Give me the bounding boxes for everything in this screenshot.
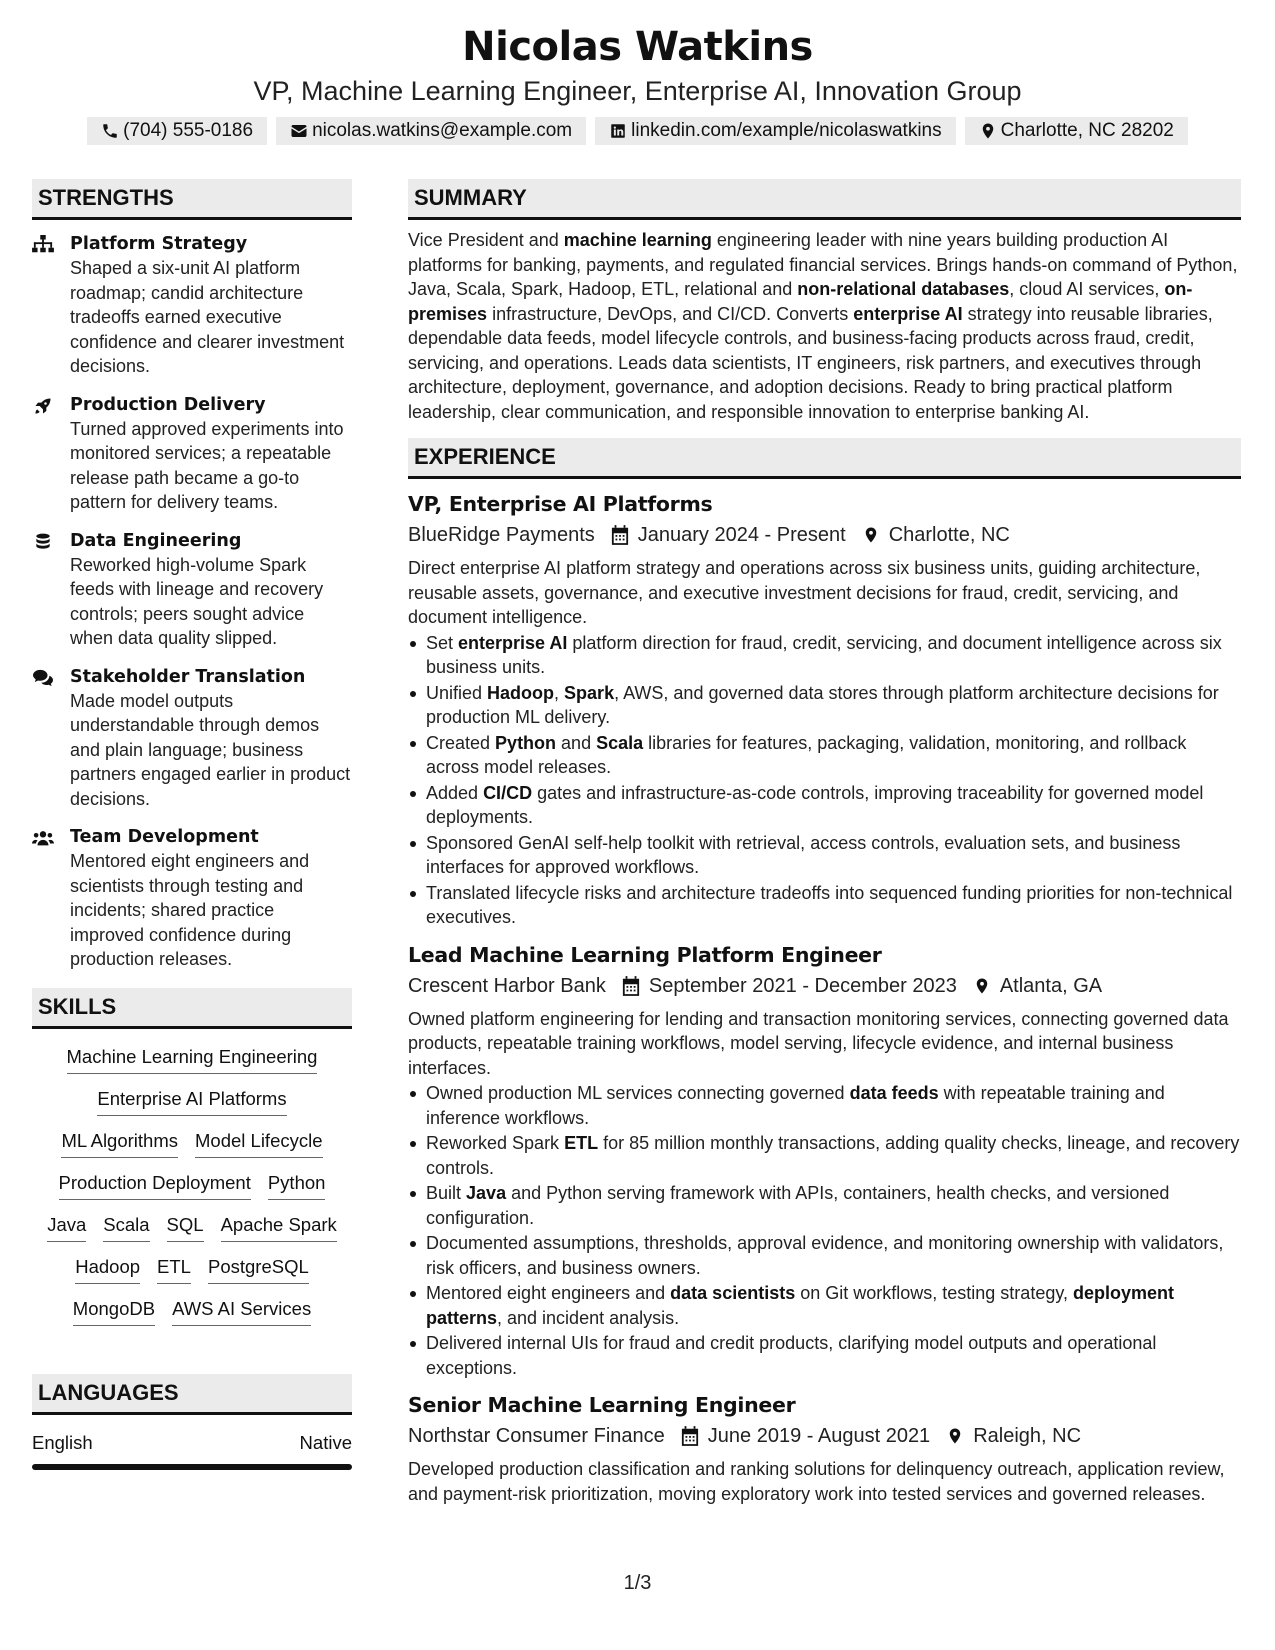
- comments-icon: [32, 668, 54, 688]
- envelope-icon: [290, 122, 308, 140]
- experience-heading: EXPERIENCE: [408, 438, 1241, 479]
- skill-tag: Scala: [103, 1213, 149, 1242]
- bold-keyword: non-relational databases: [797, 279, 1010, 299]
- skill-tag: Enterprise AI Platforms: [97, 1087, 286, 1116]
- bold-keyword: Java: [466, 1183, 507, 1203]
- bullet-item: [408, 1281, 1241, 1330]
- skill-tag: Production Deployment: [59, 1171, 251, 1200]
- bold-keyword: data feeds: [849, 1083, 939, 1103]
- skill-tag: PostgreSQL: [208, 1255, 309, 1284]
- skill-tag: MongoDB: [73, 1297, 155, 1326]
- job-entry: [408, 940, 1241, 1381]
- text-run: , AWS, and governed data stores through platform architecture decisions for production ML delivery.: [426, 682, 1219, 727]
- text-run: and: [556, 732, 597, 753]
- text-run: for 85 million monthly transactions, adding quality checks, lineage, and recovery controls.: [426, 1133, 1240, 1178]
- summary-text: [408, 228, 1241, 424]
- skills-heading: SKILLS: [32, 988, 352, 1029]
- phone-icon: [101, 122, 119, 140]
- text-run: libraries for features, packaging, validation, monitoring, and rollback across model releases.: [426, 732, 1187, 777]
- text-run: Unified: [426, 682, 488, 703]
- map-pin-icon: [979, 122, 997, 140]
- sitemap-icon: [32, 235, 54, 255]
- job-title: VP, Enterprise AI Platforms: [408, 492, 713, 516]
- job-title: Lead Machine Learning Platform Engineer: [408, 942, 882, 967]
- job-bullets: [408, 631, 1241, 930]
- text-run: Built: [426, 1183, 467, 1203]
- bullet-item: [408, 731, 1241, 780]
- page-number: 1/3: [623, 1572, 652, 1594]
- text-run: Created: [426, 732, 496, 753]
- contact-phone-text: (704) 555-0186: [123, 120, 254, 141]
- job-meta: [408, 971, 1241, 1001]
- resume-header: [0, 22, 1275, 145]
- users-icon: [32, 828, 54, 848]
- text-run: Translated lifecycle risks and architecture tradeoffs into sequenced funding priorities for non-technical executives.: [426, 882, 1233, 927]
- skills-list: [32, 1029, 352, 1326]
- language-name: English: [32, 1431, 93, 1453]
- bold-keyword: machine learning: [563, 230, 712, 250]
- strength-description: Reworked high-volume Spark feeds with lineage and recovery controls; peers sought advice when data quality slipped.: [70, 554, 324, 648]
- contact-linkedin[interactable]: [595, 117, 955, 145]
- bullet-item: [408, 681, 1241, 730]
- skill-tag: Java: [47, 1213, 86, 1242]
- skill-tag: SQL: [167, 1213, 204, 1242]
- skill-tag: ML Algorithms: [61, 1129, 178, 1158]
- summary-heading: SUMMARY: [408, 179, 1241, 220]
- bold-keyword: ETL: [564, 1133, 599, 1153]
- job-description: Owned platform engineering for lending and transaction monitoring services, connecting governed data products, repeatable training workflows, model serving, lifecycle evidence, and internal business interfaces.: [408, 1008, 1229, 1078]
- bullet-item: [408, 781, 1241, 830]
- language-row: [32, 1431, 352, 1455]
- bold-keyword: deployment patterns: [426, 1283, 1175, 1328]
- job-meta: [408, 1421, 1241, 1451]
- bold-keyword: data scientists: [670, 1283, 796, 1303]
- bold-keyword: CI/CD: [483, 782, 533, 803]
- job-title: Senior Machine Learning Engineer: [408, 1393, 796, 1417]
- contact-bar: [0, 117, 1275, 145]
- skill-tag: Python: [268, 1171, 326, 1200]
- text-run: Set: [426, 632, 459, 653]
- strength-title: Data Engineering: [70, 530, 242, 551]
- text-run: ,: [554, 682, 565, 703]
- contact-location[interactable]: [965, 117, 1188, 145]
- database-icon: [32, 532, 54, 552]
- text-run: Sponsored GenAI self-help toolkit with retrieval, access controls, evaluation sets, and business interfaces for approved workflows.: [426, 832, 1181, 877]
- text-run: on Git workflows, testing strategy,: [795, 1283, 1074, 1303]
- strength-item: [32, 529, 352, 651]
- language-level: Native: [299, 1431, 352, 1453]
- skill-tag: AWS AI Services: [172, 1297, 311, 1326]
- language-proficiency-bar: [32, 1464, 352, 1470]
- strength-title: Platform Strategy: [70, 234, 248, 254]
- calendar-icon: [622, 976, 640, 996]
- bullet-item: [408, 1231, 1241, 1280]
- text-run: strategy into reusable libraries, dependable data feeds, model lifecycle controls, and business-facing products across fraud, credit, servicing, and operations. Leads data scientists, IT engineers, risk partners, and executives through architecture, deployment, governance, and adoption decisions. Ready to bring practical platform leadership, clear communication, and responsible innovation to enterprise banking AI.: [408, 303, 1213, 422]
- job-dates: January 2024 - Present: [637, 524, 846, 546]
- strengths-heading: STRENGTHS: [32, 179, 352, 220]
- strength-item: [32, 665, 352, 812]
- bold-keyword: Spark: [564, 682, 615, 703]
- bold-keyword: enterprise AI: [853, 303, 963, 324]
- job-company: Northstar Consumer Finance: [408, 1425, 665, 1447]
- bullet-item: [408, 1181, 1241, 1230]
- text-run: and Python serving framework with APIs, containers, health checks, and versioned configuration.: [426, 1183, 1170, 1228]
- text-run: Vice President and: [408, 230, 564, 250]
- job-location: Atlanta, GA: [999, 974, 1103, 997]
- linkedin-icon: [609, 122, 627, 140]
- bold-keyword: Python: [495, 732, 557, 753]
- bold-keyword: Hadoop: [487, 682, 555, 703]
- calendar-icon: [681, 1426, 699, 1446]
- map-pin-icon: [862, 525, 880, 545]
- right-column: [408, 179, 1241, 1506]
- strength-title: Stakeholder Translation: [70, 666, 306, 687]
- strength-title: Team Development: [70, 827, 259, 847]
- strength-description: Made model outputs understandable through demos and plain language; business partners engaged earlier in product decisions.: [70, 690, 351, 809]
- candidate-title: VP, Machine Learning Engineer, Enterprise AI, Innovation Group: [253, 76, 1022, 106]
- job-description: Developed production classification and ranking solutions for delinquency outreach, application review, and payment-risk prioritization, moving exploratory work into tested services and governed releases.: [408, 1459, 1225, 1504]
- strength-item: [32, 825, 352, 972]
- bullet-item: [408, 1331, 1241, 1380]
- strength-title: Production Delivery: [70, 394, 266, 415]
- contact-email[interactable]: [276, 117, 586, 145]
- job-entry: [408, 489, 1241, 930]
- bullet-item: [408, 631, 1241, 680]
- job-bullets: [408, 1081, 1241, 1380]
- text-run: Documented assumptions, thresholds, approval evidence, and monitoring ownership with validators, risk officers, and business owners.: [426, 1233, 1224, 1278]
- text-run: Owned production ML services connecting governed: [426, 1083, 850, 1103]
- bold-keyword: enterprise AI: [458, 632, 568, 653]
- job-description: Direct enterprise AI platform strategy and operations across six business units, guiding architecture, reusable assets, governance, and executive investment decisions for fraud, credit, servicing, and document intelligence.: [408, 558, 1201, 627]
- experience-list: [408, 489, 1241, 1506]
- skill-tag: Machine Learning Engineering: [67, 1045, 318, 1074]
- map-pin-icon: [946, 1426, 964, 1446]
- skill-tag: ETL: [157, 1255, 191, 1284]
- strength-description: Mentored eight engineers and scientists through testing and incidents; shared practice improved confidence during production releases.: [70, 851, 310, 969]
- job-company: BlueRidge Payments: [408, 524, 595, 546]
- contact-linkedin-text: linkedin.com/example/nicolaswatkins: [631, 120, 942, 141]
- left-column: [32, 179, 352, 1470]
- skill-tag: Hadoop: [75, 1255, 140, 1284]
- job-location: Raleigh, NC: [973, 1425, 1082, 1447]
- bullet-item: [408, 1081, 1241, 1130]
- skill-tag: Apache Spark: [221, 1213, 337, 1242]
- job-entry: [408, 1390, 1241, 1506]
- candidate-name: Nicolas Watkins: [462, 24, 813, 70]
- text-run: Delivered internal UIs for fraud and credit products, clarifying model outputs and operational exceptions.: [426, 1333, 1157, 1378]
- job-dates: September 2021 - December 2023: [648, 974, 957, 997]
- text-run: Mentored eight engineers and: [426, 1283, 671, 1303]
- text-run: gates and infrastructure-as-code controls, improving traceability for governed model deployments.: [426, 782, 1204, 827]
- text-run: , cloud AI services,: [1009, 279, 1165, 299]
- text-run: Added: [426, 782, 484, 803]
- bullet-item: [408, 881, 1241, 930]
- languages-heading: LANGUAGES: [32, 1374, 352, 1415]
- map-pin-icon: [973, 976, 991, 996]
- text-run: engineering leader with nine years building production AI platforms for banking, payments, and regulated financial services. Brings hands-on command of Python, Java, Scala, Spark, Hadoop, ETL, relational and: [408, 230, 1238, 299]
- job-dates: June 2019 - August 2021: [707, 1425, 931, 1447]
- skill-tag: Model Lifecycle: [195, 1129, 323, 1158]
- bullet-item: [408, 1131, 1241, 1180]
- text-run: platform direction for fraud, credit, servicing, and document intelligence across six business units.: [426, 632, 1222, 677]
- rocket-icon: [32, 396, 54, 416]
- text-run: with repeatable training and inference workflows.: [426, 1083, 1165, 1128]
- bullet-item: [408, 831, 1241, 880]
- bold-keyword: on-premises: [408, 279, 1193, 324]
- text-run: infrastructure, DevOps, and CI/CD. Converts: [487, 303, 854, 324]
- text-run: , and incident analysis.: [497, 1307, 680, 1328]
- strength-description: Turned approved experiments into monitored services; a repeatable release path became a go-to pattern for delivery teams.: [70, 418, 344, 512]
- text-run: Reworked Spark: [426, 1133, 565, 1153]
- job-location: Charlotte, NC: [888, 524, 1010, 546]
- strength-description: Shaped a six-unit AI platform roadmap; candid architecture tradeoffs earned executive confidence and clearer investment decisions.: [70, 258, 345, 376]
- contact-email-text: nicolas.watkins@example.com: [312, 120, 573, 141]
- strength-item: [32, 393, 352, 515]
- strengths-list: [32, 232, 352, 972]
- calendar-icon: [611, 525, 629, 545]
- job-company: Crescent Harbor Bank: [408, 974, 606, 997]
- contact-phone[interactable]: [87, 117, 267, 145]
- contact-location-text: Charlotte, NC 28202: [1000, 120, 1174, 141]
- strength-item: [32, 232, 352, 379]
- bold-keyword: Scala: [596, 732, 644, 753]
- job-meta: [408, 520, 1241, 550]
